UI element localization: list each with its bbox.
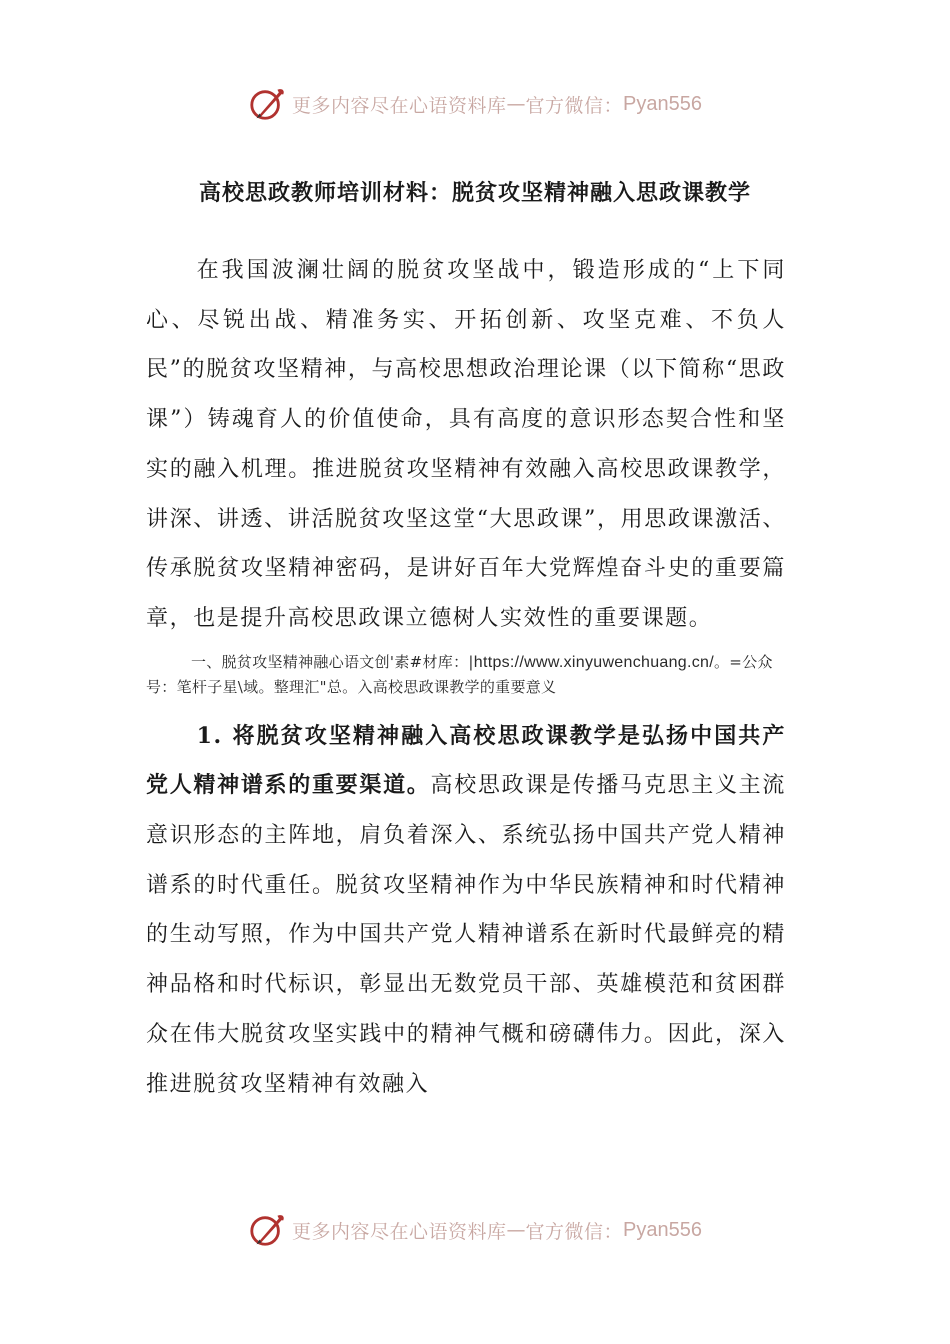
watermark-text: 更多内容尽在心语资料库 bbox=[292, 94, 507, 117]
point-1-paragraph bbox=[146, 712, 786, 1110]
section-heading-url: https://www.xinyuwenchuang.cn/ bbox=[473, 653, 714, 671]
header-watermark-banner bbox=[0, 80, 950, 128]
document-body bbox=[146, 246, 786, 1109]
watermark-separator: — bbox=[506, 1219, 526, 1241]
watermark-separator: — bbox=[506, 93, 526, 115]
watermark-wechat-label: 官方微信： bbox=[525, 94, 624, 117]
watermark-text: 更多内容尽在心语资料库 bbox=[292, 1220, 507, 1243]
section-heading-1 bbox=[146, 650, 786, 700]
quill-pen-logo-icon bbox=[248, 1211, 286, 1249]
document-title: 高校思政教师培训材料：脱贫攻坚精神融入思政课教学 bbox=[198, 180, 751, 206]
section-heading-text-b: 。=公众号：笔杆子星\域。整理汇"总。入高校思政课教学的重要意义 bbox=[146, 652, 773, 696]
point-1-heading: 1. 将脱贫攻坚精神融入高校思政课教学是弘扬中国共产党人精神谱系的重要渠道。 bbox=[146, 722, 786, 799]
watermark-wechat-label: 官方微信： bbox=[525, 1220, 624, 1243]
intro-paragraph: 在我国波澜壮阔的脱贫攻坚战中，锻造形成的“上下同心、尽锐出战、精准务实、开拓创新、攻坚克难、不负人民”的脱贫攻坚精神，与高校思想政治理论课（以下简称“思政课”）铸魂育人的价值使命，具有高度的意识形态契合性和坚实的融入机理。推进脱贫攻坚精神有效融入高校思政课教学，讲深、讲透、讲活脱贫攻坚这堂“大思政课”，用思政课激活、传承脱贫攻坚精神密码，是讲好百年大党辉煌奋斗史的重要篇章，也是提升高校思政课立德树人实效性的重要课题。 bbox=[146, 258, 786, 631]
footer-watermark-banner bbox=[0, 1206, 950, 1254]
point-1-body: 高校思政课是传播马克思主义主流意识形态的主阵地，肩负着深入、系统弘扬中国共产党人精神谱系的时代重任。脱贫攻坚精神作为中华民族精神和时代精神的生动写照，作为中国共产党人精神谱系在新时代最鲜亮的精神品格和时代标识，彰显出无数党员干部、英雄模范和贫困群众在伟大脱贫攻坚实践中的精神气概和磅礴伟力。因此，深入推进脱贫攻坚精神有效融入 bbox=[146, 773, 786, 1097]
watermark-wechat-id: Pyan556 bbox=[623, 92, 702, 115]
section-heading-text-a: 一、脱贫攻坚精神融心语文创'素#材库：| bbox=[191, 652, 474, 671]
watermark-wechat-id: Pyan556 bbox=[623, 1218, 702, 1241]
quill-pen-logo-icon bbox=[248, 85, 286, 123]
